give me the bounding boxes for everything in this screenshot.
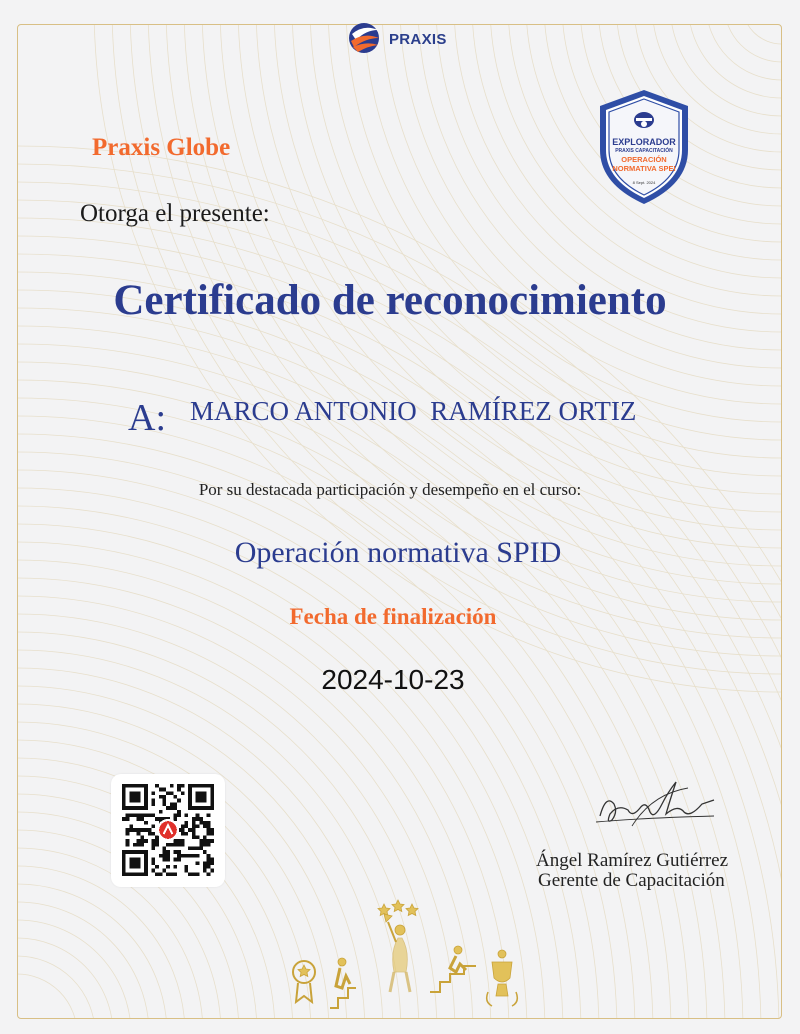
completion-date: 2024-10-23: [321, 664, 465, 695]
grants-text: Otorga el presente:: [80, 200, 270, 227]
signer-role: Gerente de Capacitación: [538, 870, 725, 891]
completion-date-label: Fecha de finalización: [289, 604, 497, 629]
badge-date: 8 Sept. 2024: [632, 180, 656, 185]
signer-name: Ángel Ramírez Gutiérrez: [536, 850, 729, 871]
organization-name: Praxis Globe: [92, 134, 231, 161]
badge-course-line1: OPERACIÓN: [621, 155, 667, 164]
recipient-name: MARCO ANTONIO RAMÍREZ ORTIZ: [190, 396, 637, 426]
qr-code-card[interactable]: [111, 774, 225, 887]
badge-course-line2: NORMATIVA SPEI: [612, 164, 676, 173]
badge-course: [596, 155, 692, 173]
course-name: Operación normativa SPID: [234, 536, 562, 569]
reason-text: Por su destacada participación y desempeño en el curso:: [198, 480, 582, 499]
achievement-illustration: [280, 892, 530, 1018]
explorer-badge-icon: [596, 88, 692, 206]
badge-title: EXPLORADOR: [612, 137, 676, 147]
qr-code[interactable]: [122, 784, 214, 876]
badge-subtitle: PRAXIS CAPACITACIÓN: [615, 148, 673, 154]
logo-text: PRAXIS: [389, 31, 447, 48]
certificate-title-text: Certificado de reconocimiento: [113, 277, 667, 324]
recipient-label: A:: [128, 397, 166, 439]
certificate-title: [0, 276, 800, 325]
signature-icon: [592, 774, 718, 836]
